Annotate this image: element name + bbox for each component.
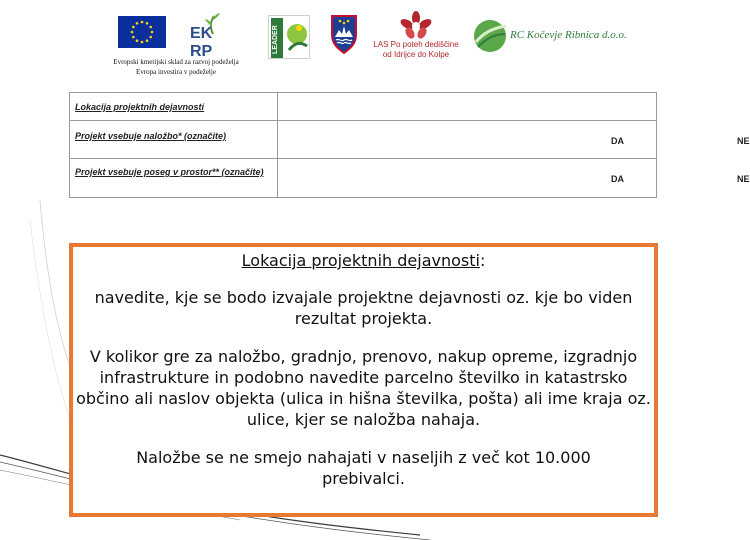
leader-logo-icon bbox=[269, 16, 311, 60]
paragraph-location: navedite, kje se bodo izvajale projektne dejavnosti oz. kje bo viden rezultat projekta. bbox=[94, 288, 633, 328]
investment-options-cell bbox=[278, 121, 750, 159]
las-text-line2: od Idrijce do Kolpe bbox=[382, 50, 450, 59]
eu-caption bbox=[96, 57, 256, 77]
las-text bbox=[368, 40, 464, 60]
paragraph-settlement-limit: Naložbe se ne smejo nahajati v naseljih z več kot 10.000 prebivalci. bbox=[136, 448, 591, 488]
rc-kocevje-logo bbox=[472, 12, 632, 62]
eu-caption-line2: Evropa investira v podeželje bbox=[136, 68, 216, 76]
heading-suffix: : bbox=[479, 251, 486, 270]
paragraph-investment: V kolikor gre za naložbo, gradnjo, prenovo, nakup opreme, izgradnjo infrastrukture in podobno navedite parcelno številko in katastrsko občino ali naslov objekta (ulica in hišna številka, pošta) ali ime kraja oz. ulice, kjer se naložba nahaja. bbox=[76, 347, 651, 429]
rc-globe-icon bbox=[472, 12, 512, 62]
svg-text:LEADER: LEADER bbox=[272, 25, 279, 54]
table-row bbox=[70, 159, 657, 198]
instructions-text bbox=[73, 247, 654, 489]
eu-flag-icon bbox=[118, 16, 166, 48]
investment-ne-option[interactable]: NE bbox=[737, 136, 750, 146]
intervention-label: Projekt vsebuje poseg v prostor** (označite) bbox=[70, 159, 278, 198]
eu-flag-logo bbox=[118, 16, 166, 48]
instructions-heading bbox=[73, 250, 654, 271]
location-value-cell[interactable] bbox=[278, 93, 657, 121]
eu-caption-line1: Evropski kmetijski sklad za razvoj podeželja bbox=[113, 58, 239, 66]
slovenia-crest-logo bbox=[328, 13, 360, 55]
location-label: Lokacija projektnih dejavnosti bbox=[70, 93, 278, 121]
las-logo bbox=[368, 12, 464, 64]
investment-label: Projekt vsebuje naložbo* (označite) bbox=[70, 121, 278, 159]
intervention-ne-option[interactable]: NE bbox=[737, 173, 750, 184]
ekrp-logo bbox=[186, 12, 238, 60]
table-row bbox=[70, 93, 657, 121]
intervention-da-option[interactable]: DA bbox=[611, 173, 624, 184]
project-form-table bbox=[69, 92, 750, 198]
investment-da-option[interactable]: DA bbox=[611, 136, 624, 146]
instructions-box bbox=[69, 243, 658, 517]
heading-underlined: Lokacija projektnih dejavnosti bbox=[241, 251, 480, 270]
intervention-options-cell bbox=[278, 159, 750, 198]
rc-name-text: RC Kočevje Ribnica d.o.o. bbox=[510, 29, 627, 41]
ekrp-text: EK RP bbox=[190, 25, 213, 60]
las-text-line1: LAS Po poteh dediščine bbox=[373, 40, 459, 49]
table-row bbox=[70, 121, 657, 159]
las-flower-icon bbox=[368, 12, 464, 42]
leader-logo bbox=[268, 15, 310, 59]
slovenia-crest-icon bbox=[328, 13, 360, 55]
